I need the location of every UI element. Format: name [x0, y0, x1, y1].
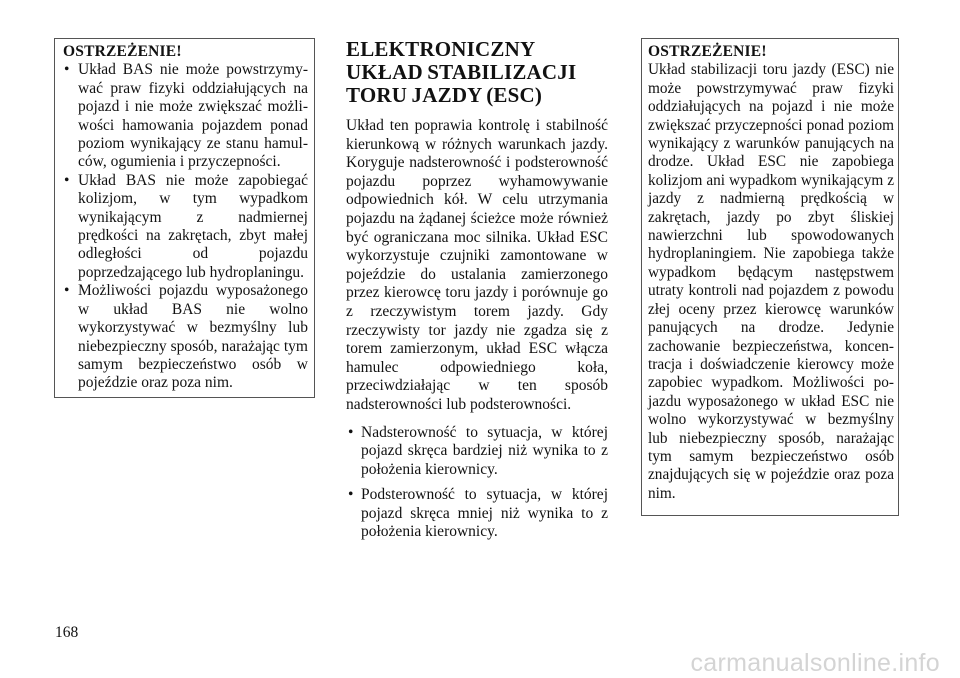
warning-text: Układ stabilizacji toru jazdy (ESC) nie może powstrzymywać praw fizyki oddziałujących na pojazd i nie może zwiększać przyczepności ponad poziom wynikający z warunków panujących na drodze. Układ ESC nie zapobiega kolizjom ani wypadkom wynikającym z jazdy z nadmierną prędkością w zakrętach, jazdy po zbyt śliskiej nawierzchni lub spowodowanych hydroplaningiem. Nie zapobiega także wypadkom będącym następstwem utraty kontroli nad pojazdem z powodu złej oceny przez kierowcę warunków panujących na drodze. Jedynie zachowanie bezpieczeństwa, koncentracja i doświadczenie kierowcy może zapobiec wypadkom. Możliwości pojazdu wyposażonego w układ ESC nie wolno wykorzystywać w bezmyślny lub niebezpieczny sposób, narażając tym samym bezpieczeństwo osób znajdujących się w pojeździe oraz poza nim. [648, 61, 894, 502]
warning-box-left [54, 38, 315, 398]
list-item: • Nadsterowność to sytuacja, w której pojazd skręca bardziej niż wynika to z położenia kierownicy. [346, 424, 608, 480]
warning-title: OSTRZEŻENIE! [648, 43, 767, 60]
definition-list [346, 424, 608, 543]
section-title: ELEKTRONICZNY UKŁAD STABILIZACJI TORU JAZDY (ESC) [346, 37, 577, 107]
section-paragraph: Układ ten poprawia kontrolę i stabilność kierunkową w różnych warunkach jazdy. Koryguje nadsterowność i podsterowność pojazdu poprzez wyhamowywanie odpowiednich kół. W celu utrzymania pojazdu na żądanej ścieżce może również być ograniczana moc silnika. Układ ESC wykorzystuje czujniki zamontowane w pojeździe do ustalania zamierzonego przez kierowcę toru jazdy i porównuje go z rzeczywistym torem jazdy. Gdy rzeczywisty tor jazdy nie zgadza się z torem zamierzonym, układ ESC włącza hamulec odpowiedniego koła, przeciwdziałając w ten sposób nadsterowności lub podsterowności. [346, 117, 608, 413]
list-item: • Możliwości pojazdu wyposażonego w układ BAS nie wolno wykorzystywać w bezmyślny lub niebezpieczny sposób, narażając tym samym bezpieczeństwo osób w pojeździe oraz poza nim. [63, 282, 308, 392]
page-number: 168 [55, 624, 79, 641]
esc-section [346, 38, 608, 549]
list-item: • Układ BAS nie może powstrzymywać praw fizyki oddziałujących na pojazd i nie może zwiększać możliwości hamowania pojazdem ponad poziom wynikający ze stanu hamulców, ogumienia i przyczepności. [63, 61, 308, 171]
list-item: • Podsterowność to sytuacja, w której pojazd skręca mniej niż wynika to z położenia kierownicy. [346, 486, 608, 542]
list-item: • Układ BAS nie może zapobiegać kolizjom, w tym wypadkom wynikającym z nadmiernej prędkości na zakrętach, zbyt małej odległości od pojazdu poprzedzającego lub hydroplaningu. [63, 172, 308, 282]
warning-box-right [641, 38, 899, 516]
watermark: carmanualsonline.info [690, 649, 940, 677]
warning-list [63, 61, 308, 392]
warning-title: OSTRZEŻENIE! [63, 43, 182, 60]
